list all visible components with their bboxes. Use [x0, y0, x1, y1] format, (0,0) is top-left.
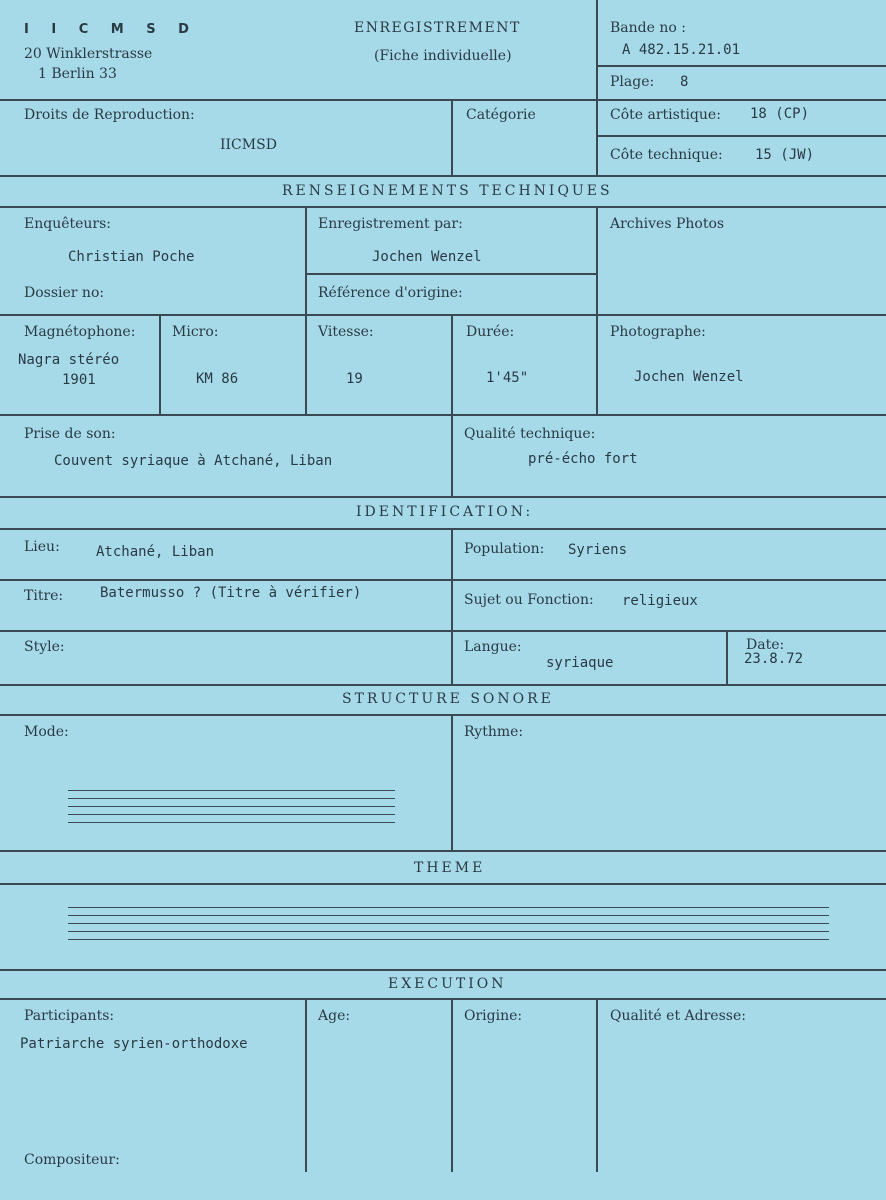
categorie-label: Catégorie	[466, 107, 536, 123]
duree-divider	[596, 314, 598, 414]
rule-prise	[0, 496, 886, 498]
langue-divider	[726, 630, 728, 684]
cote-technique-label: Côte technique:	[610, 147, 723, 163]
enqueteurs-label: Enquêteurs:	[24, 216, 112, 232]
cote-artistique-value: 18 (CP)	[750, 106, 810, 122]
magneto-divider	[159, 314, 161, 414]
magnetophone-label: Magnétophone:	[24, 324, 136, 340]
titre-value: Batermusso ? (Titre à vérifier)	[100, 585, 362, 601]
sujet-label: Sujet ou Fonction:	[464, 592, 594, 608]
cote-artistique-label: Côte artistique:	[610, 107, 721, 123]
cote-rule	[596, 135, 886, 137]
form-title: ENREGISTREMENT	[354, 20, 521, 36]
population-value: Syriens	[568, 542, 628, 558]
section-theme: THEME	[414, 860, 486, 876]
prise-de-son-label: Prise de son:	[24, 426, 116, 442]
participants-label: Participants:	[24, 1008, 115, 1024]
magnetophone-value-1: Nagra stéréo	[18, 352, 120, 368]
enreg-rule	[305, 273, 596, 275]
micro-value: KM 86	[196, 371, 239, 387]
date-label: Date:	[746, 637, 785, 653]
rythme-label: Rythme:	[464, 724, 524, 740]
mode-divider	[451, 714, 453, 850]
vitesse-label: Vitesse:	[318, 324, 374, 340]
prise-de-son-value: Couvent syriaque à Atchané, Liban	[54, 453, 333, 469]
vitesse-divider	[451, 314, 453, 414]
magnetophone-value-2: 1901	[62, 372, 96, 388]
titre-label: Titre:	[24, 588, 64, 604]
enreg-par-value: Jochen Wenzel	[372, 249, 482, 265]
photographe-value: Jochen Wenzel	[634, 369, 744, 385]
address-city: 1 Berlin 33	[38, 66, 117, 82]
rule-theme	[0, 969, 886, 971]
rule-theme-title	[0, 883, 886, 885]
age-label: Age:	[318, 1008, 351, 1024]
micro-divider	[305, 314, 307, 414]
address-street: 20 Winklerstrasse	[24, 46, 153, 62]
plage-label: Plage:	[610, 74, 655, 90]
duree-label: Durée:	[466, 324, 515, 340]
rule-titre	[0, 630, 886, 632]
mode-label: Mode:	[24, 724, 69, 740]
qualite-technique-label: Qualité technique:	[464, 426, 596, 442]
compositeur-label: Compositeur:	[24, 1152, 120, 1168]
exec-divider-1	[305, 998, 307, 1172]
enqueteurs-value: Christian Poche	[68, 249, 195, 265]
rule-style	[0, 684, 886, 686]
rule-structure-title	[0, 714, 886, 716]
langue-label: Langue:	[464, 639, 522, 655]
enreg-par-label: Enregistrement par:	[318, 216, 463, 232]
tech-divider-1	[305, 206, 307, 314]
sujet-value: religieux	[622, 593, 698, 609]
droits-label: Droits de Reproduction:	[24, 107, 195, 123]
rule-dossier	[0, 314, 886, 316]
rule-equipment	[0, 414, 886, 416]
qualite-technique-value: pré-écho fort	[528, 451, 638, 467]
section-structure-sonore: STRUCTURE SONORE	[342, 691, 554, 707]
population-label: Population:	[464, 541, 545, 557]
exec-divider-2	[451, 998, 453, 1172]
rule-tech-title	[0, 206, 886, 208]
reference-label: Référence d'origine:	[318, 285, 463, 301]
micro-label: Micro:	[172, 324, 219, 340]
style-label: Style:	[24, 639, 65, 655]
origine-label: Origine:	[464, 1008, 523, 1024]
photographe-label: Photographe:	[610, 324, 706, 340]
rule-execution-title	[0, 998, 886, 1000]
qualite-adresse-label: Qualité et Adresse:	[610, 1008, 746, 1024]
plage-value: 8	[680, 74, 689, 90]
ident-divider	[451, 528, 453, 684]
date-value: 23.8.72	[744, 651, 804, 667]
lieu-value: Atchané, Liban	[96, 544, 215, 560]
cote-technique-value: 15 (JW)	[755, 147, 815, 163]
dossier-label: Dossier no:	[24, 285, 105, 301]
vitesse-value: 19	[346, 371, 363, 387]
bande-rule	[596, 65, 886, 67]
section-identification: IDENTIFICATION:	[356, 504, 534, 520]
bande-value: A 482.15.21.01	[622, 42, 741, 58]
langue-value: syriaque	[546, 655, 614, 671]
bande-label: Bande no :	[610, 20, 686, 36]
rule-lieu	[0, 579, 886, 581]
section-renseignements: RENSEIGNEMENTS TECHNIQUES	[282, 183, 613, 199]
rights-divider-2	[596, 99, 598, 175]
exec-divider-3	[596, 998, 598, 1172]
section-execution: EXECUTION	[388, 976, 507, 992]
participants-value: Patriarche syrien-orthodoxe	[20, 1036, 248, 1052]
rule-ident-title	[0, 528, 886, 530]
rights-divider-1	[451, 99, 453, 175]
rule-rights	[0, 175, 886, 177]
form-subtitle: (Fiche individuelle)	[374, 48, 512, 64]
prise-divider	[451, 414, 453, 496]
tech-divider-2	[596, 206, 598, 314]
org-logo: I I C M S D	[24, 22, 198, 37]
lieu-label: Lieu:	[24, 539, 60, 555]
rule-structure	[0, 850, 886, 852]
droits-value: IICMSD	[220, 137, 277, 153]
rule-header	[0, 99, 886, 101]
duree-value: 1'45"	[486, 370, 529, 386]
archives-photos-label: Archives Photos	[610, 216, 725, 232]
header-divider	[596, 0, 598, 100]
